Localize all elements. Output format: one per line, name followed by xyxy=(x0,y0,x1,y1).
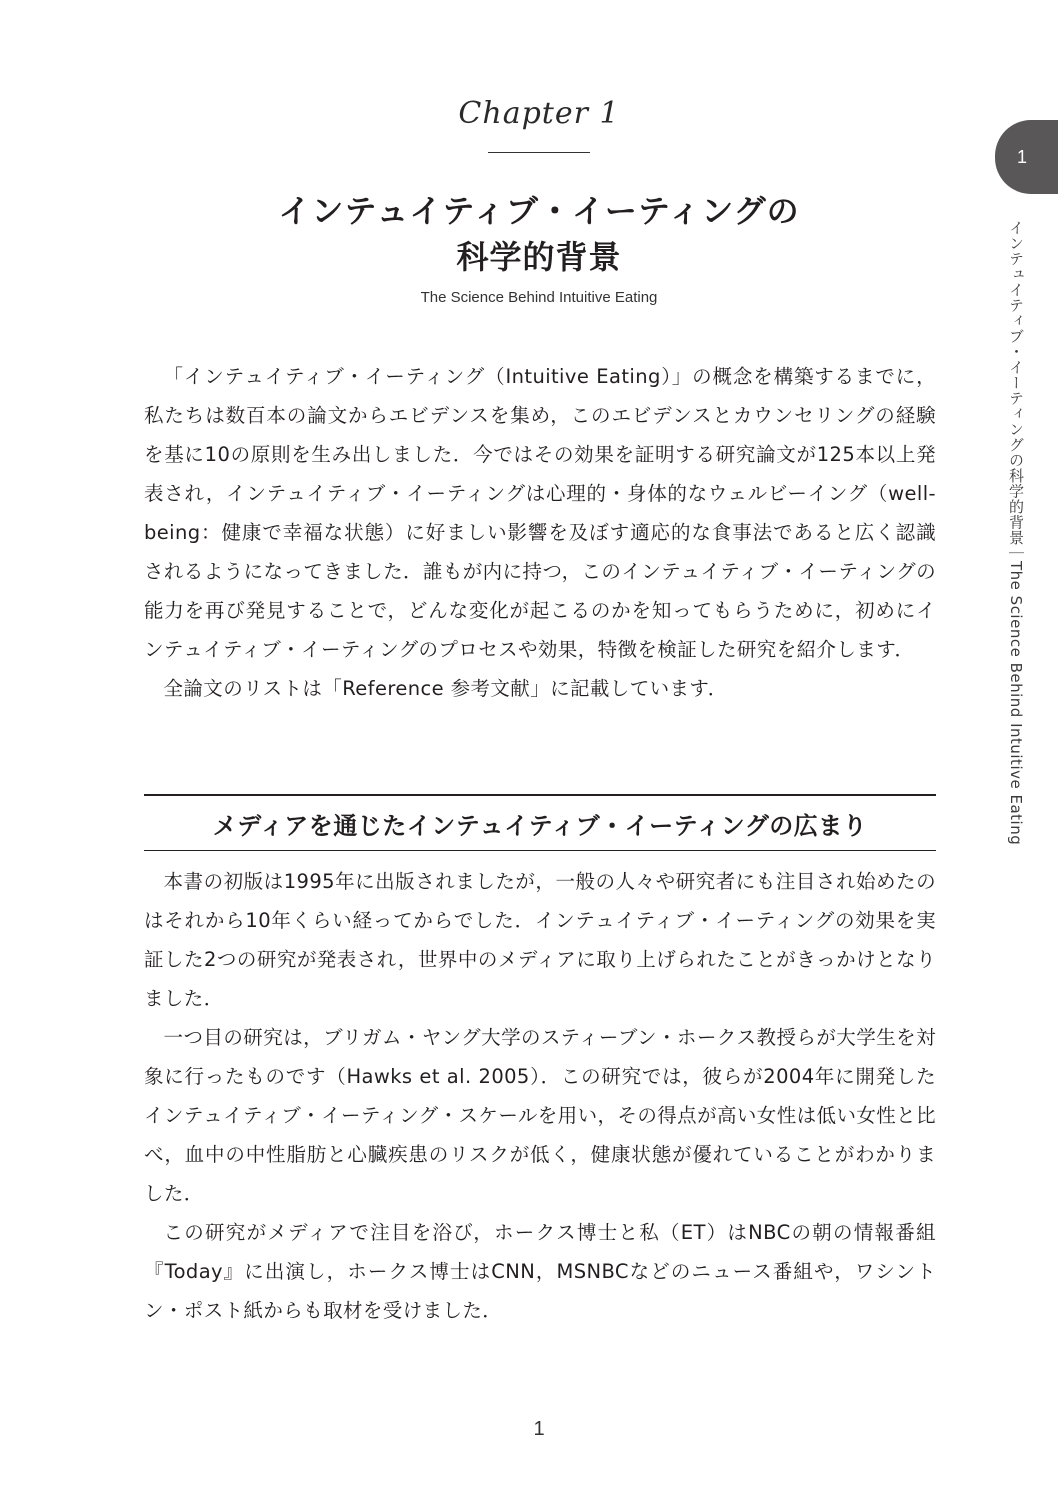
section-paragraph: この研究がメディアで注目を浴び，ホークス博士と私（ET）はNBCの朝の情報番組『Today』に出演し，ホークス博士はCNN，MSNBCなどのニュース番組や，ワシントン・ポスト紙からも取材を受けました． xyxy=(144,1221,936,1322)
section-paragraph: 一つ目の研究は，ブリガム・ヤング大学のスティーブン・ホークス教授らが大学生を対象に行ったものです（Hawks et al. 2005）．この研究では，彼らが2004年に開発したインテュイティブ・イーティング・スケールを用い，その得点が高い女性は低い女性と比べ，血中の中性脂肪と心臓疾患のリスクが低く，健康状態が優れていることがわかりました． xyxy=(144,1026,936,1205)
intro-paragraph: 「インテュイティブ・イーティング（Intuitive Eating）」の概念を構築するまでに，私たちは数百本の論文からエビデンスを集め，このエビデンスとカウンセリングの経験を基に10の原則を生み出しました．今ではその効果を証明する研究論文が125本以上発表され，インテュイティブ・イーティングは心理的・身体的なウェルビーイング（well-being：健康で幸福な状態）に好ましい影響を及ぼす適応的な食事法であると広く認識されるようになってきました．誰もが内に持つ，このインテュイティブ・イーティングの能力を再び発見することで，どんな変化が起こるのかを知ってもらうために，初めにインテュイティブ・イーティングのプロセスや効果，特徴を検証した研究を紹介します． xyxy=(144,365,936,661)
chapter-rule xyxy=(488,152,590,153)
chapter-tab-number: 1 xyxy=(1017,146,1028,167)
page-number: 1 xyxy=(533,1418,545,1440)
chapter-label: Chapter 1 xyxy=(458,96,620,131)
section-heading-box xyxy=(144,794,936,851)
section-paragraph: 本書の初版は1995年に出版されましたが，一般の人々や研究者にも注目され始めたのはそれから10年くらい経ってからでした．インテュイティブ・イーティングの効果を実証した2つの研究が発表され，世界中のメディアに取り上げられたことがきっかけとなりました． xyxy=(144,870,936,1010)
running-head: インテュイティブ・イーティングの科学的背景｜The Science Behind Intuitive Eating xyxy=(1007,220,1025,846)
chapter-tab xyxy=(995,120,1058,194)
section-text xyxy=(144,862,936,1330)
chapter-subtitle: The Science Behind Intuitive Eating xyxy=(420,289,658,306)
intro-text xyxy=(144,357,936,708)
chapter-title-line-2: 科学的背景 xyxy=(456,238,622,276)
section-title: メディアを通じたインテュイティブ・イーティングの広まり xyxy=(212,811,868,840)
chapter-title-line-1: インテュイティブ・イーティングの xyxy=(278,192,800,230)
intro-paragraph: 全論文のリストは「Reference 参考文献」に記載しています． xyxy=(163,677,728,700)
